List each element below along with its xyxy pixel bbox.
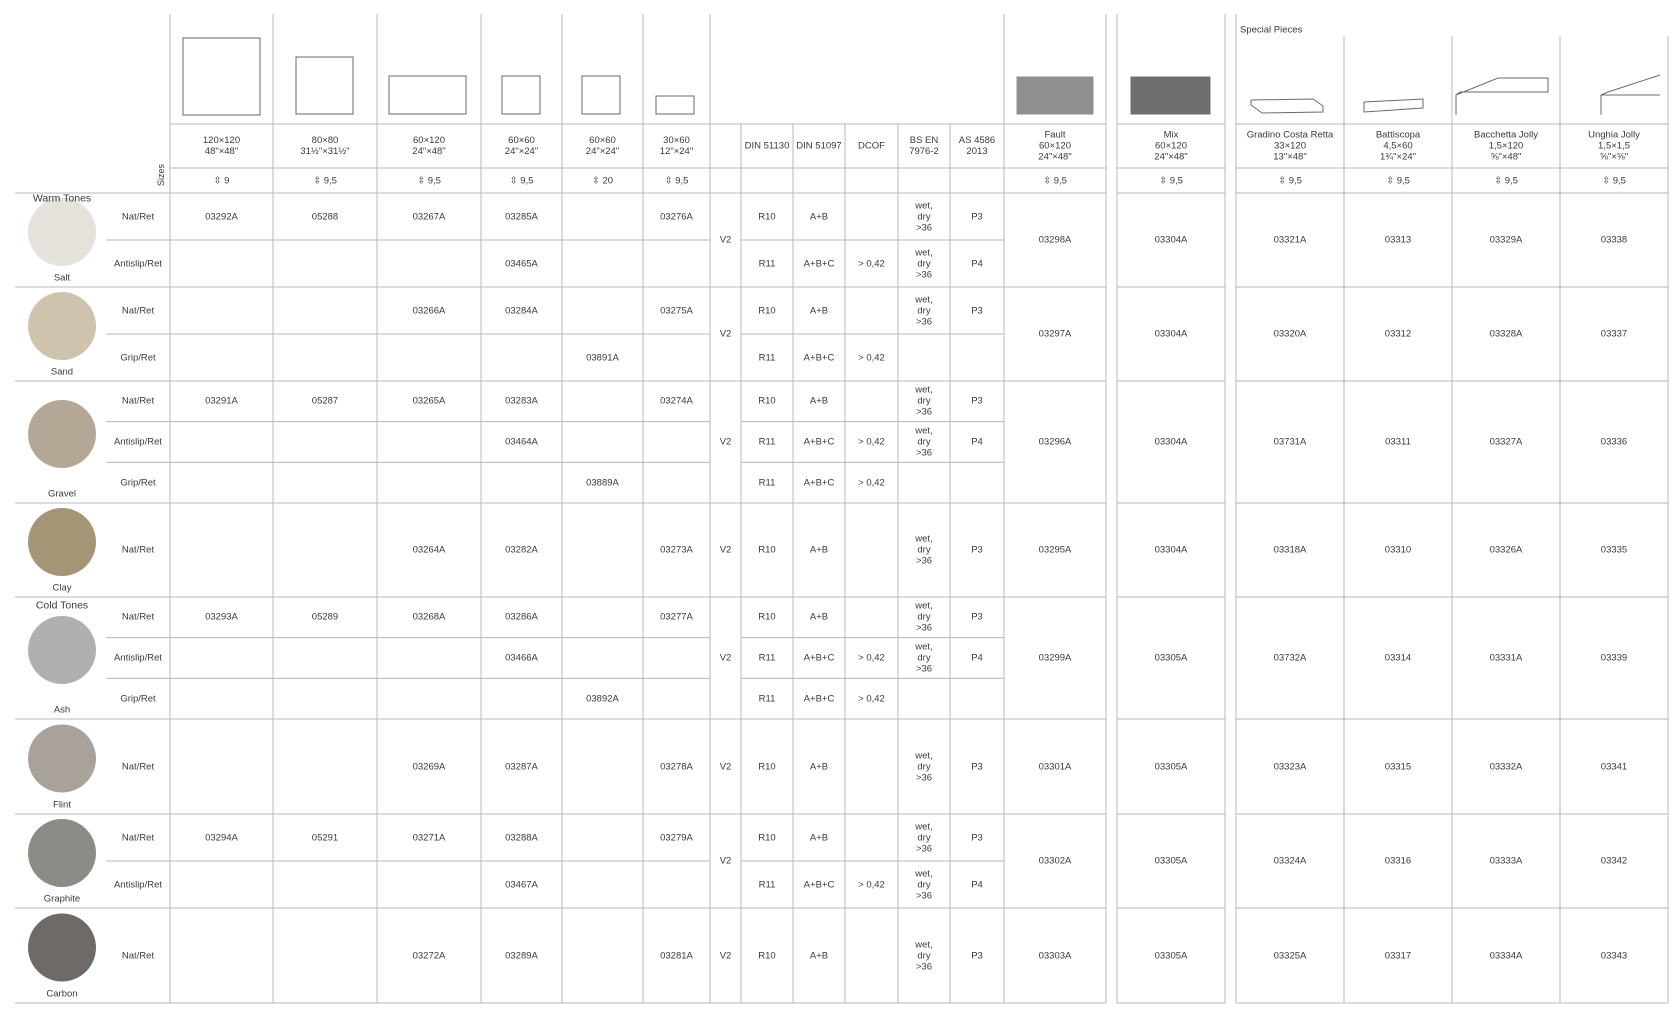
size-header-5: 60×60 24"×24" (585, 135, 620, 157)
series-gravel: V2 (719, 436, 732, 448)
fault-code-sand: 03297A (1038, 328, 1072, 340)
swatch-gravel (28, 400, 96, 468)
code-graphite-1-6: 03279A (660, 832, 693, 843)
din51130-sand-1: R10 (758, 305, 776, 316)
din51097-ash-2: A+B+C (803, 652, 835, 664)
tech-header-1: DIN 51130 (744, 140, 790, 152)
dcof-gravel-3: > 0,42 (858, 477, 885, 489)
size-header-4: 60×60 24"×24" (504, 135, 539, 157)
fault-code-salt: 03298A (1038, 234, 1072, 246)
code-gravel-1-3: 03265A (412, 395, 446, 407)
code-carbon-1-4: 03289A (505, 950, 538, 961)
special-code-carbon-1: 03325A (1273, 950, 1307, 961)
code-graphite-2-4: 03467A (505, 879, 538, 890)
fault-code-flint: 03301A (1038, 761, 1072, 772)
finish-sand-1: Nat/Ret (121, 305, 155, 316)
bs-en-flint-1: wet, dry >36 (915, 750, 933, 783)
finish-flint-1: Nat/Ret (121, 761, 155, 772)
as4586-clay-1: P3 (971, 544, 983, 556)
color-name-sand: Sand (50, 366, 74, 378)
color-name-flint: Flint (53, 799, 71, 811)
code-gravel-1-6: 03274A (660, 395, 693, 407)
special-code-flint-4: 03341 (1600, 761, 1628, 772)
din51130-gravel-3: R11 (758, 477, 776, 489)
finish-graphite-2: Antislip/Ret (113, 879, 163, 890)
dcof-ash-3: > 0,42 (858, 693, 885, 705)
code-ash-1-2: 05289 (311, 611, 339, 623)
din51130-gravel-2: R11 (758, 436, 776, 448)
code-gravel-1-1: 03291A (205, 395, 238, 407)
swatch-flint (28, 725, 96, 793)
size-icon-4 (502, 76, 540, 114)
series-carbon: V2 (719, 950, 732, 961)
code-clay-1-4: 03282A (505, 544, 538, 556)
finish-ash-2: Antislip/Ret (113, 652, 163, 664)
as4586-carbon-1: P3 (971, 950, 983, 961)
finish-clay-1: Nat/Ret (121, 544, 155, 556)
color-name-salt: Salt (53, 272, 71, 284)
special-code-carbon-3: 03334A (1489, 950, 1523, 961)
special-code-clay-4: 03335 (1600, 544, 1628, 556)
color-name-graphite: Graphite (43, 893, 81, 905)
din51130-graphite-1: R10 (758, 832, 776, 843)
size-header-1: 120×120 48"×48" (202, 135, 241, 157)
as4586-gravel-2: P4 (971, 436, 983, 448)
code-carbon-1-3: 03272A (412, 950, 446, 961)
special-code-gravel-2: 03311 (1385, 436, 1411, 448)
special-code-salt-1: 03321A (1273, 234, 1307, 246)
bs-en-graphite-1: wet, dry >36 (915, 821, 933, 854)
bs-en-ash-1: wet, dry >36 (915, 600, 933, 634)
special-header-3: Bacchetta Jolly 1,5×120 ⅝"×48" (1474, 129, 1538, 163)
sizes-label: Sizes (156, 163, 166, 187)
din51097-graphite-2: A+B+C (803, 879, 835, 890)
as4586-ash-2: P4 (971, 652, 983, 664)
dcof-gravel-2: > 0,42 (858, 436, 885, 448)
tech-header-4: BS EN 7976-2 (909, 135, 939, 157)
mix-code-carbon: 03305A (1154, 950, 1188, 961)
din51130-sand-2: R11 (758, 352, 776, 363)
code-flint-1-3: 03269A (412, 761, 446, 772)
bs-en-gravel-2: wet, dry >36 (915, 425, 933, 459)
din51130-carbon-1: R10 (758, 950, 776, 961)
as4586-salt-2: P4 (971, 258, 983, 269)
special-code-clay-1: 03318A (1273, 544, 1307, 556)
special-code-ash-2: 03314 (1384, 652, 1412, 664)
din51130-clay-1: R10 (758, 544, 776, 556)
fault-thickness: ⇳ 9,5 (1043, 175, 1067, 187)
dcof-ash-2: > 0,42 (858, 652, 885, 664)
mix-tile-image (1131, 77, 1210, 114)
din51130-graphite-2: R11 (758, 879, 776, 890)
special-code-sand-3: 03328A (1489, 328, 1523, 340)
finish-carbon-1: Nat/Ret (121, 950, 155, 961)
color-name-ash: Ash (53, 704, 71, 716)
swatch-salt (28, 198, 96, 266)
code-sand-1-3: 03266A (412, 305, 446, 316)
size-header-3: 60×120 24"×48" (412, 135, 446, 157)
thickness-3: ⇳ 9,5 (417, 175, 441, 187)
special-thickness-1: ⇳ 9,5 (1278, 175, 1302, 187)
special-code-salt-3: 03329A (1489, 234, 1523, 246)
special-code-flint-1: 03323A (1273, 761, 1307, 772)
group-warm-tones: Warm Tones (32, 192, 92, 205)
din51097-clay-1: A+B (809, 544, 829, 556)
swatch-clay (28, 508, 96, 576)
din51130-flint-1: R10 (758, 761, 776, 772)
size-header-2: 80×80 31½"×31½" (300, 135, 350, 157)
code-salt-2-4: 03465A (505, 258, 538, 269)
size-icon-2 (296, 57, 353, 114)
dcof-sand-2: > 0,42 (858, 352, 885, 363)
code-sand-2-5: 03891A (586, 352, 619, 363)
special-code-sand-2: 03312 (1384, 328, 1412, 340)
as4586-graphite-1: P3 (971, 832, 983, 843)
bs-en-salt-2: wet, dry >36 (915, 247, 933, 280)
special-code-ash-4: 03339 (1600, 652, 1628, 664)
mix-thickness: ⇳ 9,5 (1159, 175, 1183, 187)
size-icon-1 (183, 38, 260, 115)
fault-code-ash: 03299A (1038, 652, 1072, 664)
din51097-salt-1: A+B (809, 211, 829, 222)
series-graphite: V2 (719, 855, 732, 867)
din51130-gravel-1: R10 (758, 395, 776, 407)
tech-header-3: DCOF (858, 140, 885, 152)
as4586-ash-1: P3 (971, 611, 983, 623)
swatch-ash (28, 616, 96, 684)
swatch-carbon (28, 914, 96, 982)
finish-gravel-2: Antislip/Ret (113, 436, 163, 448)
fault-code-graphite: 03302A (1038, 855, 1072, 867)
code-graphite-1-3: 03271A (412, 832, 446, 843)
as4586-flint-1: P3 (971, 761, 983, 772)
code-ash-1-4: 03286A (505, 611, 538, 623)
as4586-gravel-1: P3 (971, 395, 983, 407)
thickness-5: ⇳ 20 (591, 175, 614, 187)
mix-code-flint: 03305A (1154, 761, 1188, 772)
special-code-sand-4: 03337 (1600, 328, 1628, 340)
din51130-salt-1: R10 (758, 211, 776, 222)
finish-salt-1: Nat/Ret (121, 211, 155, 222)
special-code-clay-3: 03326A (1489, 544, 1523, 556)
finish-graphite-1: Nat/Ret (121, 832, 155, 843)
special-code-salt-4: 03338 (1600, 234, 1628, 246)
series-sand: V2 (719, 328, 732, 340)
special-code-gravel-1: 03731A (1273, 436, 1307, 448)
mix-code-sand: 03304A (1154, 328, 1188, 340)
special-thickness-2: ⇳ 9,5 (1386, 175, 1410, 187)
code-ash-1-6: 03277A (660, 611, 693, 623)
code-salt-1-3: 03267A (412, 211, 446, 222)
bs-en-clay-1: wet, dry >36 (915, 533, 933, 567)
special-code-graphite-4: 03342 (1600, 855, 1628, 867)
code-clay-1-3: 03264A (412, 544, 446, 556)
series-flint: V2 (719, 761, 732, 772)
din51097-ash-1: A+B (809, 611, 829, 623)
code-flint-1-6: 03278A (660, 761, 693, 772)
battiscopa-piece-icon (1364, 99, 1423, 112)
gradino-piece-icon (1251, 99, 1323, 113)
code-graphite-1-1: 03294A (205, 832, 238, 843)
bs-en-salt-1: wet, dry >36 (915, 200, 933, 233)
code-clay-1-6: 03273A (660, 544, 693, 556)
thickness-2: ⇳ 9,5 (313, 175, 337, 187)
size-icon-3 (389, 76, 466, 114)
series-ash: V2 (719, 652, 732, 664)
group-cold-tones: Cold Tones (35, 599, 89, 612)
code-ash-1-3: 03268A (412, 611, 446, 623)
code-sand-1-6: 03275A (660, 305, 693, 316)
code-carbon-1-6: 03281A (660, 950, 693, 961)
special-code-graphite-3: 03333A (1489, 855, 1523, 867)
special-thickness-4: ⇳ 9,5 (1602, 175, 1626, 187)
mix-header: Mix 60×120 24"×48" (1154, 129, 1188, 163)
color-name-gravel: Gravel (48, 488, 76, 500)
code-ash-2-4: 03466A (505, 652, 538, 664)
dcof-graphite-2: > 0,42 (858, 879, 885, 890)
code-gravel-3-5: 03889A (586, 477, 619, 489)
as4586-graphite-2: P4 (971, 879, 983, 890)
finish-ash-1: Nat/Ret (121, 611, 155, 623)
din51097-gravel-2: A+B+C (803, 436, 835, 448)
code-sand-1-4: 03284A (505, 305, 538, 316)
code-gravel-1-4: 03283A (505, 395, 538, 407)
bacchetta-jolly-icon (1456, 78, 1548, 115)
code-salt-1-2: 05288 (311, 211, 339, 222)
code-gravel-1-2: 05287 (311, 395, 339, 407)
mix-code-gravel: 03304A (1154, 436, 1188, 448)
mix-code-clay: 03304A (1154, 544, 1188, 556)
din51097-gravel-3: A+B+C (803, 477, 835, 489)
mix-code-salt: 03304A (1154, 234, 1188, 246)
finish-gravel-1: Nat/Ret (121, 395, 155, 407)
as4586-sand-1: P3 (971, 305, 983, 316)
fault-code-gravel: 03296A (1038, 436, 1072, 448)
swatch-sand (28, 292, 96, 360)
fault-tile-image (1017, 77, 1093, 114)
din51130-salt-2: R11 (758, 258, 776, 269)
bs-en-graphite-2: wet, dry >36 (915, 868, 933, 901)
special-code-graphite-2: 03316 (1384, 855, 1412, 867)
special-code-carbon-4: 03343 (1600, 950, 1628, 961)
finish-salt-2: Antislip/Ret (113, 258, 163, 269)
thickness-4: ⇳ 9,5 (509, 175, 534, 187)
finish-gravel-3: Grip/Ret (120, 477, 156, 489)
bs-en-gravel-1: wet, dry >36 (915, 384, 933, 418)
color-name-clay: Clay (52, 582, 72, 594)
size-icon-5 (582, 76, 620, 114)
dcof-salt-2: > 0,42 (858, 258, 885, 269)
special-code-sand-1: 03320A (1273, 328, 1307, 340)
din51097-graphite-1: A+B (809, 832, 829, 843)
code-salt-1-6: 03276A (660, 211, 693, 222)
fault-code-carbon: 03303A (1038, 950, 1072, 961)
thickness-1: ⇳ 9 (213, 175, 230, 187)
special-code-clay-2: 03310 (1384, 544, 1412, 556)
size-header-6: 30×60 12"×24" (659, 135, 694, 157)
din51097-flint-1: A+B (809, 761, 829, 772)
tech-header-5: AS 4586 2013 (958, 135, 996, 157)
din51097-ash-3: A+B+C (803, 693, 835, 705)
thickness-6: ⇳ 9,5 (664, 175, 689, 187)
din51130-ash-3: R11 (758, 693, 776, 705)
size-icon-6 (656, 96, 694, 114)
bs-en-ash-2: wet, dry >36 (915, 641, 933, 675)
din51130-ash-2: R11 (758, 652, 776, 664)
mix-code-graphite: 03305A (1154, 855, 1188, 867)
din51130-ash-1: R10 (758, 611, 776, 623)
din51097-gravel-1: A+B (809, 395, 829, 407)
special-code-gravel-3: 03327A (1489, 436, 1523, 448)
finish-ash-3: Grip/Ret (120, 693, 156, 705)
special-code-ash-3: 03331A (1489, 652, 1523, 664)
special-code-flint-3: 03332A (1489, 761, 1523, 772)
tech-header-2: DIN 51097 (796, 140, 842, 152)
special-code-flint-2: 03315 (1384, 761, 1412, 772)
special-code-salt-2: 03313 (1384, 234, 1412, 246)
special-pieces-label: Special Pieces (1240, 24, 1303, 36)
code-gravel-2-4: 03464A (505, 436, 538, 448)
code-graphite-1-4: 03288A (505, 832, 538, 843)
code-ash-3-5: 03892A (586, 693, 619, 705)
din51097-carbon-1: A+B (809, 950, 829, 961)
as4586-salt-1: P3 (971, 211, 983, 222)
code-flint-1-4: 03287A (505, 761, 538, 772)
mix-code-ash: 03305A (1154, 652, 1188, 664)
special-header-1: Gradino Costa Retta 33×120 13"×48" (1246, 129, 1334, 163)
special-code-gravel-4: 03336 (1600, 436, 1628, 448)
color-name-carbon: Carbon (46, 988, 78, 1000)
swatch-graphite (28, 819, 96, 887)
bs-en-carbon-1: wet, dry >36 (915, 939, 933, 972)
code-salt-1-1: 03292A (205, 211, 238, 222)
din51097-sand-2: A+B+C (803, 352, 835, 363)
code-graphite-1-2: 05291 (311, 832, 339, 843)
fault-code-clay: 03295A (1038, 544, 1072, 556)
bs-en-sand-1: wet, dry >36 (915, 294, 933, 327)
special-header-2: Battiscopa 4,5×60 1¾"×24" (1375, 129, 1421, 163)
special-thickness-3: ⇳ 9,5 (1494, 175, 1518, 187)
special-code-ash-1: 03732A (1273, 652, 1307, 664)
series-salt: V2 (719, 234, 732, 246)
din51097-salt-2: A+B+C (803, 258, 835, 269)
special-code-carbon-2: 03317 (1384, 950, 1412, 961)
special-code-graphite-1: 03324A (1273, 855, 1307, 867)
finish-sand-2: Grip/Ret (120, 352, 156, 363)
special-header-4: Unghia Jolly 1,5×1,5 ⅝"×⅝" (1588, 129, 1640, 163)
code-ash-1-1: 03293A (205, 611, 238, 623)
fault-header: Fault 60×120 24"×48" (1038, 129, 1072, 163)
series-clay: V2 (719, 544, 732, 556)
din51097-sand-1: A+B (809, 305, 829, 316)
code-salt-1-4: 03285A (505, 211, 538, 222)
